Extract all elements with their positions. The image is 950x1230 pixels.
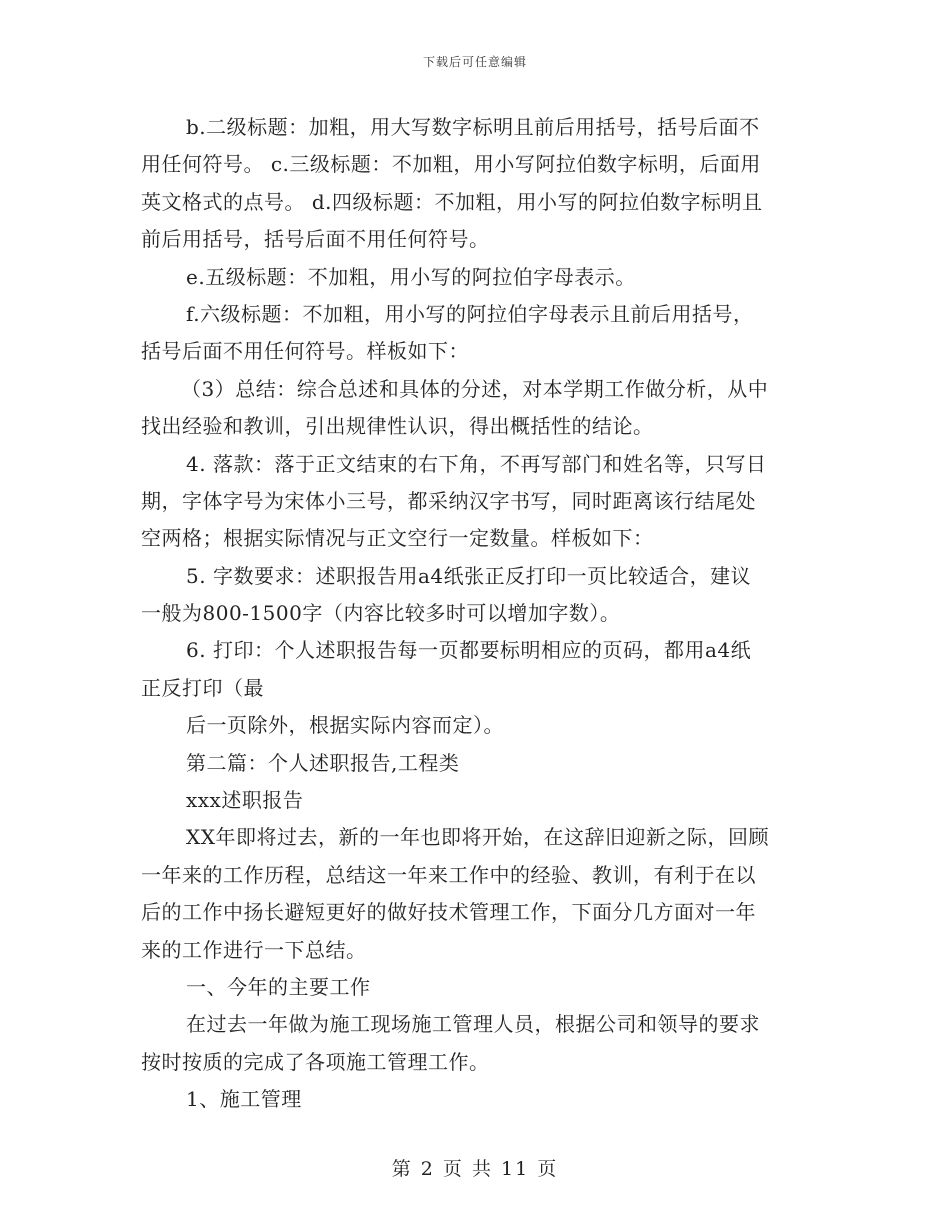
text-line: 括号后面不用任何符号。样板如下： [141,339,469,364]
text-line: 4. 落款：落于正文结束的右下角，不再写部门和姓名等，只写日 [186,451,767,476]
text-line: 后的工作中扬长避短更好的做好技术管理工作，下面分几方面对一年 [141,900,756,925]
text-line: 一年来的工作历程，总结这一年来工作中的经验、教训，有利于在以 [141,862,756,887]
section-heading: 一、今年的主要工作 [186,974,371,999]
text-line: 5. 字数要求：述职报告用a4纸张正反打印一页比较适合，建议 [186,563,752,588]
text-line: 按时按质的完成了各项施工管理工作。 [141,1049,490,1074]
text-line: 英文格式的点号。 d.四级标题：不加粗，用小写的阿拉伯数字标明且 [141,189,763,214]
text-line: 期，字体字号为宋体小三号，都采纳汉字书写，同时距离该行结尾处 [141,488,756,513]
subsection-heading: 1、施工管理 [186,1087,302,1112]
text-line: 找出经验和教训，引出规律性认识，得出概括性的结论。 [141,414,654,439]
text-line: 6. 打印：个人述职报告每一页都要标明相应的页码，都用a4纸 [186,638,752,663]
text-line: XX年即将过去，新的一年也即将开始，在这辞旧迎新之际，回顾 [186,825,769,850]
text-line: 一般为800-1500字（内容比较多时可以增加字数）。 [141,601,621,626]
text-line: （3）总结：综合总述和具体的分述，对本学期工作做分析，从中 [181,376,769,401]
text-line: 在过去一年做为施工现场施工管理人员，根据公司和领导的要求 [186,1012,760,1037]
text-line: 用任何符号。 c.三级标题：不加粗，用小写阿拉伯数字标明，后面用 [141,152,761,177]
page-number: 第 2 页 共 11 页 [391,1158,559,1180]
text-line: b.二级标题：加粗，用大写数字标明且前后用括号，括号后面不 [186,115,760,139]
text-line: f.六级标题：不加粗，用小写的阿拉伯字母表示且前后用括号， [186,301,754,326]
text-line: e.五级标题：不加粗，用小写的阿拉伯字母表示。 [186,264,636,289]
text-line: 来的工作进行一下总结。 [141,937,367,962]
report-title: xxx述职报告 [186,788,304,813]
page-header: 下载后可任意编辑 [422,55,527,69]
text-line: 正反打印（最 [141,675,264,700]
text-line: 空两格；根据实际情况与正文空行一定数量。样板如下： [141,526,654,551]
text-line: 前后用括号，括号后面不用任何符号。 [141,227,490,252]
document-body [141,109,803,1119]
text-line: 后一页除外，根据实际内容而定）。 [186,713,504,738]
section-heading: 第二篇：个人述职报告,工程类 [186,750,460,775]
